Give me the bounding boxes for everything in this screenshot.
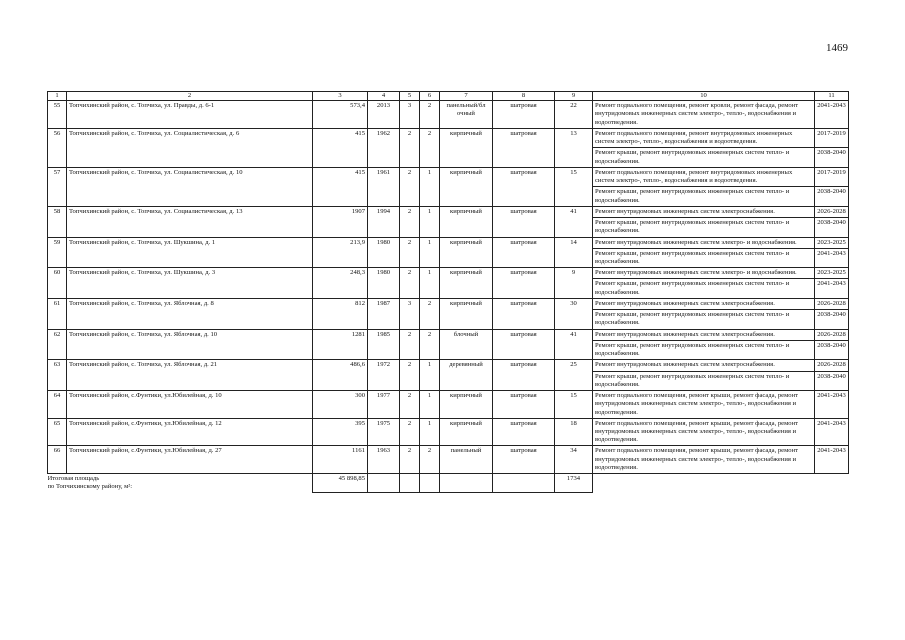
roof-type-cell: шатровая [493, 446, 555, 474]
wall-material-cell: кирпичный [440, 298, 493, 329]
work-description-cell: Ремонт внутридомовых инженерных систем электроснабжения. [593, 298, 815, 309]
column-number: 7 [440, 92, 493, 101]
work-description-cell: Ремонт внутридомовых инженерных систем электроснабжения. [593, 206, 815, 217]
wall-material-cell: кирпичный [440, 391, 493, 419]
work-period-cell: 2017-2019 [815, 167, 849, 186]
column-number: 4 [368, 92, 400, 101]
year-cell: 1972 [368, 360, 400, 391]
work-period-cell: 2041-2043 [815, 418, 849, 446]
area-cell: 812 [313, 298, 368, 329]
roof-type-cell: шатровая [493, 128, 555, 167]
entrances-cell: 2 [420, 128, 440, 167]
area-cell: 248,3 [313, 268, 368, 299]
year-cell: 2013 [368, 101, 400, 129]
entrances-cell: 2 [420, 298, 440, 329]
year-cell: 1961 [368, 167, 400, 206]
address-cell: Топчихинский район, с. Топчиха, ул. Социалистическая, д. 13 [67, 206, 313, 237]
residents-cell: 22 [555, 101, 593, 129]
table-row [48, 206, 849, 217]
work-period-cell: 2041-2043 [815, 248, 849, 267]
row-number: 58 [48, 206, 67, 237]
roof-type-cell: шатровая [493, 206, 555, 237]
column-number: 10 [593, 92, 815, 101]
work-description-cell: Ремонт крыши, ремонт внутридомовых инженерных систем тепло- и водоснабжения. [593, 371, 815, 390]
entrances-cell: 1 [420, 206, 440, 237]
area-cell: 1907 [313, 206, 368, 237]
address-cell: Топчихинский район, с. Топчиха, ул. Яблочная, д. 10 [67, 329, 313, 360]
address-cell: Топчихинский район, с. Топчиха, ул. Социалистическая, д. 10 [67, 167, 313, 206]
roof-type-cell: шатровая [493, 237, 555, 268]
work-description-cell: Ремонт подвального помещения, ремонт крыши, ремонт фасада, ремонт внутридомовых инженерных систем электро-, тепло-, водоснабжения и водоотведения. [593, 418, 815, 446]
row-number: 56 [48, 128, 67, 167]
wall-material-cell: кирпичный [440, 418, 493, 446]
entrances-cell: 1 [420, 268, 440, 299]
residents-cell: 13 [555, 128, 593, 167]
roof-type-cell: шатровая [493, 391, 555, 419]
residents-cell: 30 [555, 298, 593, 329]
roof-type-cell: шатровая [493, 268, 555, 299]
area-cell: 300 [313, 391, 368, 419]
area-cell: 213,9 [313, 237, 368, 268]
work-description-cell: Ремонт крыши, ремонт внутридомовых инженерных систем тепло- и водоснабжения. [593, 148, 815, 167]
total-label-line1: Итоговая площадь [47, 475, 100, 483]
residents-cell: 34 [555, 446, 593, 474]
work-period-cell: 2026-2028 [815, 206, 849, 217]
table-row [48, 101, 849, 129]
wall-material-cell: кирпичный [440, 237, 493, 268]
entrances-cell: 2 [420, 101, 440, 129]
work-description-cell: Ремонт подвального помещения, ремонт внутридомовых инженерных систем электро-, тепло-, водоснабжения и водоотведения. [593, 128, 815, 147]
table-row [48, 360, 849, 371]
floors-cell: 3 [400, 101, 420, 129]
work-period-cell: 2017-2019 [815, 128, 849, 147]
wall-material-cell: кирпичный [440, 167, 493, 206]
row-number: 55 [48, 101, 67, 129]
row-number: 63 [48, 360, 67, 391]
column-number: 3 [313, 92, 368, 101]
total-empty-cell [815, 474, 849, 493]
work-period-cell: 2026-2028 [815, 298, 849, 309]
column-number: 8 [493, 92, 555, 101]
year-cell: 1962 [368, 128, 400, 167]
work-period-cell: 2026-2028 [815, 360, 849, 371]
wall-material-cell: панельный/бл очный [440, 101, 493, 129]
total-residents: 1734 [555, 474, 593, 493]
row-number: 62 [48, 329, 67, 360]
residents-cell: 9 [555, 268, 593, 299]
work-description-cell: Ремонт крыши, ремонт внутридомовых инженерных систем тепло- и водоснабжения. [593, 187, 815, 206]
entrances-cell: 1 [420, 360, 440, 391]
entrances-cell: 2 [420, 446, 440, 474]
row-number: 65 [48, 418, 67, 446]
year-cell: 1987 [368, 298, 400, 329]
total-label-line2: по Топчихинскому району, м²: [47, 483, 133, 491]
table-row [48, 128, 849, 147]
wall-material-cell: кирпичный [440, 128, 493, 167]
residents-cell: 41 [555, 329, 593, 360]
entrances-cell: 2 [420, 329, 440, 360]
total-empty-cell [420, 474, 440, 493]
table-row [48, 298, 849, 309]
work-description-cell: Ремонт крыши, ремонт внутридомовых инженерных систем тепло- и водоснабжения. [593, 340, 815, 359]
residents-cell: 15 [555, 391, 593, 419]
floors-cell: 2 [400, 360, 420, 391]
roof-type-cell: шатровая [493, 360, 555, 391]
area-cell: 573,4 [313, 101, 368, 129]
area-cell: 486,6 [313, 360, 368, 391]
floors-cell: 3 [400, 298, 420, 329]
column-number: 11 [815, 92, 849, 101]
year-cell: 1975 [368, 418, 400, 446]
residents-cell: 18 [555, 418, 593, 446]
address-cell: Топчихинский район, с. Топчиха, ул. Шукшина, д. 1 [67, 237, 313, 268]
residents-cell: 15 [555, 167, 593, 206]
row-number: 66 [48, 446, 67, 474]
table-row [48, 329, 849, 340]
work-period-cell: 2023-2025 [815, 268, 849, 279]
residents-cell: 25 [555, 360, 593, 391]
total-empty-cell [593, 474, 815, 493]
area-cell: 395 [313, 418, 368, 446]
address-cell: Топчихинский район, с.Фунтики, ул.Юбилейная, д. 12 [67, 418, 313, 446]
wall-material-cell: кирпичный [440, 206, 493, 237]
table-row [48, 418, 849, 446]
work-period-cell: 2038-2040 [815, 310, 849, 329]
work-period-cell: 2026-2028 [815, 329, 849, 340]
roof-type-cell: шатровая [493, 101, 555, 129]
row-number: 59 [48, 237, 67, 268]
year-cell: 1985 [368, 329, 400, 360]
work-description-cell: Ремонт внутридомовых инженерных систем электроснабжения. [593, 329, 815, 340]
total-empty-cell [440, 474, 493, 493]
work-period-cell: 2041-2043 [815, 446, 849, 474]
total-row [48, 474, 849, 493]
roof-type-cell: шатровая [493, 418, 555, 446]
work-period-cell: 2038-2040 [815, 148, 849, 167]
total-empty-cell [400, 474, 420, 493]
work-description-cell: Ремонт внутридомовых инженерных систем электроснабжения. [593, 360, 815, 371]
address-cell: Топчихинский район, с. Топчиха, ул. Яблочная, д. 8 [67, 298, 313, 329]
table-row [48, 167, 849, 186]
row-number: 61 [48, 298, 67, 329]
wall-material-cell: блочный [440, 329, 493, 360]
table-row [48, 391, 849, 419]
floors-cell: 2 [400, 446, 420, 474]
total-empty-cell [493, 474, 555, 493]
work-period-cell: 2038-2040 [815, 187, 849, 206]
total-empty-cell [368, 474, 400, 493]
work-description-cell: Ремонт крыши, ремонт внутридомовых инженерных систем тепло- и водоснабжения. [593, 248, 815, 267]
area-cell: 415 [313, 128, 368, 167]
residents-cell: 41 [555, 206, 593, 237]
work-description-cell: Ремонт подвального помещения, ремонт крыши, ремонт фасада, ремонт внутридомовых инженерных систем электро-, тепло-, водоснабжения и водоотведения. [593, 391, 815, 419]
year-cell: 1994 [368, 206, 400, 237]
year-cell: 1980 [368, 268, 400, 299]
column-number: 2 [67, 92, 313, 101]
row-number: 60 [48, 268, 67, 299]
table-row [48, 237, 849, 248]
column-number: 1 [48, 92, 67, 101]
roof-type-cell: шатровая [493, 329, 555, 360]
work-description-cell: Ремонт внутридомовых инженерных систем электро- и водоснабжения. [593, 268, 815, 279]
column-number-row [48, 92, 849, 101]
work-description-cell: Ремонт подвального помещения, ремонт крыши, ремонт фасада, ремонт внутридомовых инженерных систем электро-, тепло-, водоснабжения и водоотведения. [593, 446, 815, 474]
floors-cell: 2 [400, 391, 420, 419]
work-description-cell: Ремонт подвального помещения, ремонт кровли, ремонт фасада, ремонт внутридомовых инженерных систем электро-, тепло-, водоснабжения и водоотведения. [593, 101, 815, 129]
work-description-cell: Ремонт крыши, ремонт внутридомовых инженерных систем тепло- и водоснабжения. [593, 310, 815, 329]
floors-cell: 2 [400, 237, 420, 268]
floors-cell: 2 [400, 206, 420, 237]
roof-type-cell: шатровая [493, 298, 555, 329]
work-period-cell: 2038-2040 [815, 218, 849, 237]
area-cell: 415 [313, 167, 368, 206]
address-cell: Топчихинский район, с. Топчиха, ул. Правды, д. 6-1 [67, 101, 313, 129]
year-cell: 1963 [368, 446, 400, 474]
row-number: 64 [48, 391, 67, 419]
floors-cell: 2 [400, 128, 420, 167]
roof-type-cell: шатровая [493, 167, 555, 206]
address-cell: Топчихинский район, с.Фунтики, ул.Юбилейная, д. 27 [67, 446, 313, 474]
floors-cell: 2 [400, 329, 420, 360]
entrances-cell: 1 [420, 167, 440, 206]
area-cell: 1281 [313, 329, 368, 360]
floors-cell: 2 [400, 418, 420, 446]
table-row [48, 446, 849, 474]
work-description-cell: Ремонт крыши, ремонт внутридомовых инженерных систем тепло- и водоснабжения. [593, 218, 815, 237]
address-cell: Топчихинский район, с. Топчиха, ул. Яблочная, д. 21 [67, 360, 313, 391]
repair-schedule-table [47, 91, 849, 493]
work-period-cell: 2041-2043 [815, 279, 849, 298]
work-period-cell: 2041-2043 [815, 391, 849, 419]
column-number: 5 [400, 92, 420, 101]
page-number: 1469 [826, 42, 848, 54]
work-period-cell: 2023-2025 [815, 237, 849, 248]
work-description-cell: Ремонт крыши, ремонт внутридомовых инженерных систем тепло- и водоснабжения. [593, 279, 815, 298]
entrances-cell: 1 [420, 391, 440, 419]
address-cell: Топчихинский район, с. Топчиха, ул. Шукшина, д. 3 [67, 268, 313, 299]
work-period-cell: 2038-2040 [815, 371, 849, 390]
work-description-cell: Ремонт подвального помещения, ремонт внутридомовых инженерных систем электро-, тепло-, водоснабжения и водоотведения. [593, 167, 815, 186]
residents-cell: 14 [555, 237, 593, 268]
floors-cell: 2 [400, 268, 420, 299]
entrances-cell: 1 [420, 418, 440, 446]
wall-material-cell: деревянный [440, 360, 493, 391]
year-cell: 1977 [368, 391, 400, 419]
year-cell: 1980 [368, 237, 400, 268]
column-number: 9 [555, 92, 593, 101]
row-number: 57 [48, 167, 67, 206]
area-cell: 1161 [313, 446, 368, 474]
floors-cell: 2 [400, 167, 420, 206]
total-label [48, 474, 313, 493]
table-row [48, 268, 849, 279]
wall-material-cell: панельный [440, 446, 493, 474]
wall-material-cell: кирпичный [440, 268, 493, 299]
work-period-cell: 2038-2040 [815, 340, 849, 359]
column-number: 6 [420, 92, 440, 101]
entrances-cell: 1 [420, 237, 440, 268]
address-cell: Топчихинский район, с.Фунтики, ул.Юбилейная, д. 10 [67, 391, 313, 419]
address-cell: Топчихинский район, с. Топчиха, ул. Социалистическая, д. 6 [67, 128, 313, 167]
work-period-cell: 2041-2043 [815, 101, 849, 129]
total-area: 45 898,85 [313, 474, 368, 493]
work-description-cell: Ремонт внутридомовых инженерных систем электро- и водоснабжения. [593, 237, 815, 248]
